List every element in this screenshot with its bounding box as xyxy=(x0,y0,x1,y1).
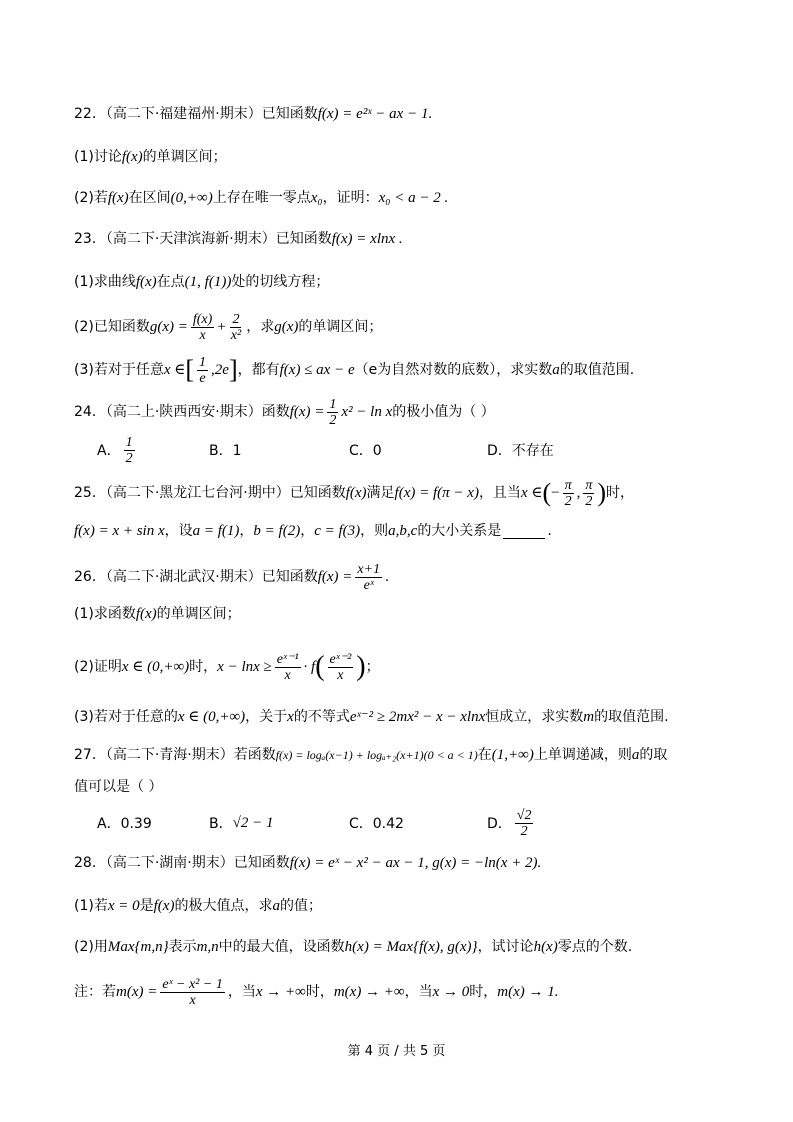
q26-stem: 26．（高二下·湖北武汉·期末）已知函数 f(x) = $\frac{x+1}{\text{eˣ}}$ . xyxy=(74,561,389,593)
q27-option-d[interactable]: D． $\frac{√2}{2}$ xyxy=(487,807,532,839)
q24-option-c[interactable]: C．0 xyxy=(349,443,382,459)
fraction: $\frac{\pi}{2}$ xyxy=(585,477,593,509)
fraction: $\frac{x+1}{\text{eˣ}}$ xyxy=(357,561,381,593)
q26-part3: (3)若对于任意的 x ∈ (0,+∞) ，关于 x 的不等式 eˣ⁻² ≥ 2mx² − x − xlnx 恒成立，求实数 m 的取值范围. xyxy=(74,709,669,725)
q27-option-c[interactable]: C．0.42 xyxy=(349,816,404,832)
fraction: $\frac{1}{e}$ xyxy=(199,354,207,386)
q23-stem: 23．（高二下·天津滨海新·期末）已知函数 f(x) = xlnx . xyxy=(74,231,403,247)
fraction: $\frac{√2}{2}$ xyxy=(516,807,532,839)
q27-options xyxy=(97,806,753,840)
fraction: $\frac{\text{eˣ⁻²}}{x}$ xyxy=(329,651,352,683)
q27-option-b[interactable]: B． √2 − 1 xyxy=(209,814,274,832)
q27-stem: 27．（高二下·青海·期末）若函数 f(x) = logₐ(x−1) + logₐ₊₂(x+1)(0 < a < 1) 在 (1,+∞) 上单调递减，则 a 的取 xyxy=(74,747,668,763)
q24-options xyxy=(97,433,753,467)
q24-option-a[interactable]: A． $\frac{1}{2}$ xyxy=(97,434,133,466)
q26-part2: (2)证明 x ∈ (0,+∞) 时， x − lnx ≥ $\frac{\text{eˣ⁻¹}}{x}$ · f ( $\frac{\text{eˣ⁻²}}{x}$ ) ； xyxy=(74,651,380,683)
q28-stem: 28．（高二下·湖南·期末）已知函数 f(x) = eˣ − x² − ax − 1, g(x) = −ln(x + 2). xyxy=(74,855,542,871)
q23-part1: (1)求曲线 f(x) 在点 (1, f(1)) 处的切线方程； xyxy=(74,274,330,290)
q25-line2: f(x) = x + sin x ，设 a = f(1) ， b = f(2) ， c = f(3) ，则 a,b,c 的大小关系是 . xyxy=(74,523,552,539)
q28-part2: (2)用 Max{m,n} 表示 m,n 中的最大值，设函数 h(x) = Max{f(x), g(x)} ，试讨论 h(x) 零点的个数. xyxy=(74,939,633,955)
q24-stem: 24．（高二上·陕西西安·期末）函数 f(x) = $\frac{1}{2}$ x² − ln x 的极小值为（ ） xyxy=(74,396,495,428)
q22-stem: 22．（高二下·福建福州·期末）已知函数 f(x) = e²ˣ − ax − 1. xyxy=(74,106,433,122)
fraction: $\frac{\pi}{2}$ xyxy=(564,477,572,509)
fraction: $\frac{1}{2}$ xyxy=(125,434,133,466)
q23-part2: (2)已知函数 g(x) = $\frac{f(x)}{x}$ + $\frac{2}{\text{x²}}$ ，求 g(x) 的单调区间； xyxy=(74,311,383,343)
fraction: $\frac{f(x)}{x}$ xyxy=(192,311,213,343)
fraction: $\frac{2}{\text{x²}}$ xyxy=(230,311,242,343)
q22-formula: f(x) = e²ˣ − ax − 1. xyxy=(317,106,433,122)
q22-part2: (2)若 f(x) 在区间 (0,+∞) 上存在唯一零点 x₀ ，证明： x₀ < a − 2 . xyxy=(74,190,449,206)
fraction: $\frac{1}{2}$ xyxy=(329,396,337,428)
fraction: $\frac{\text{eˣ − x² − 1}}{x}$ xyxy=(162,976,223,1008)
q24-option-d[interactable]: D．不存在 xyxy=(487,443,554,459)
q28-part1: (1)若 x = 0 是 f(x) 的极大值点，求 a 的值； xyxy=(74,898,322,914)
answer-blank[interactable] xyxy=(503,524,545,539)
q26-part1: (1)求函数 f(x) 的单调区间； xyxy=(74,606,241,622)
fraction: $\frac{\text{eˣ⁻¹}}{x}$ xyxy=(276,651,299,683)
q27-option-a[interactable]: A．0.39 xyxy=(97,816,152,832)
q28-note: 注：若 m(x) = $\frac{\text{eˣ − x² − 1}}{x}$ ，当 x → +∞ 时， m(x) → +∞ ，当 x → 0 时， m(x) → 1. xyxy=(74,976,559,1008)
q22-part1: (1)讨论 f(x) 的单调区间； xyxy=(74,149,227,165)
q23-part3: (3)若对于任意 x ∈ [ $\frac{1}{e}$ ,2e ] ，都有 f(x) ≤ ax − e （e为自然对数的底数），求实数 a 的取值范围. xyxy=(74,354,635,386)
page-footer: 第 4 页 / 共 5 页 xyxy=(347,1044,446,1059)
q25-stem: 25．（高二下·黑龙江七台河·期中）已知函数 f(x) 满足 f(x) = f(π − x) ，且当 x ∈ ( − $\frac{\pi}{2}$ , $\frac{\pi}{2}$ ) 时， xyxy=(74,477,635,509)
q24-option-b[interactable]: B．1 xyxy=(209,443,242,459)
q27-line2: 值可以是（ ） xyxy=(74,779,163,795)
